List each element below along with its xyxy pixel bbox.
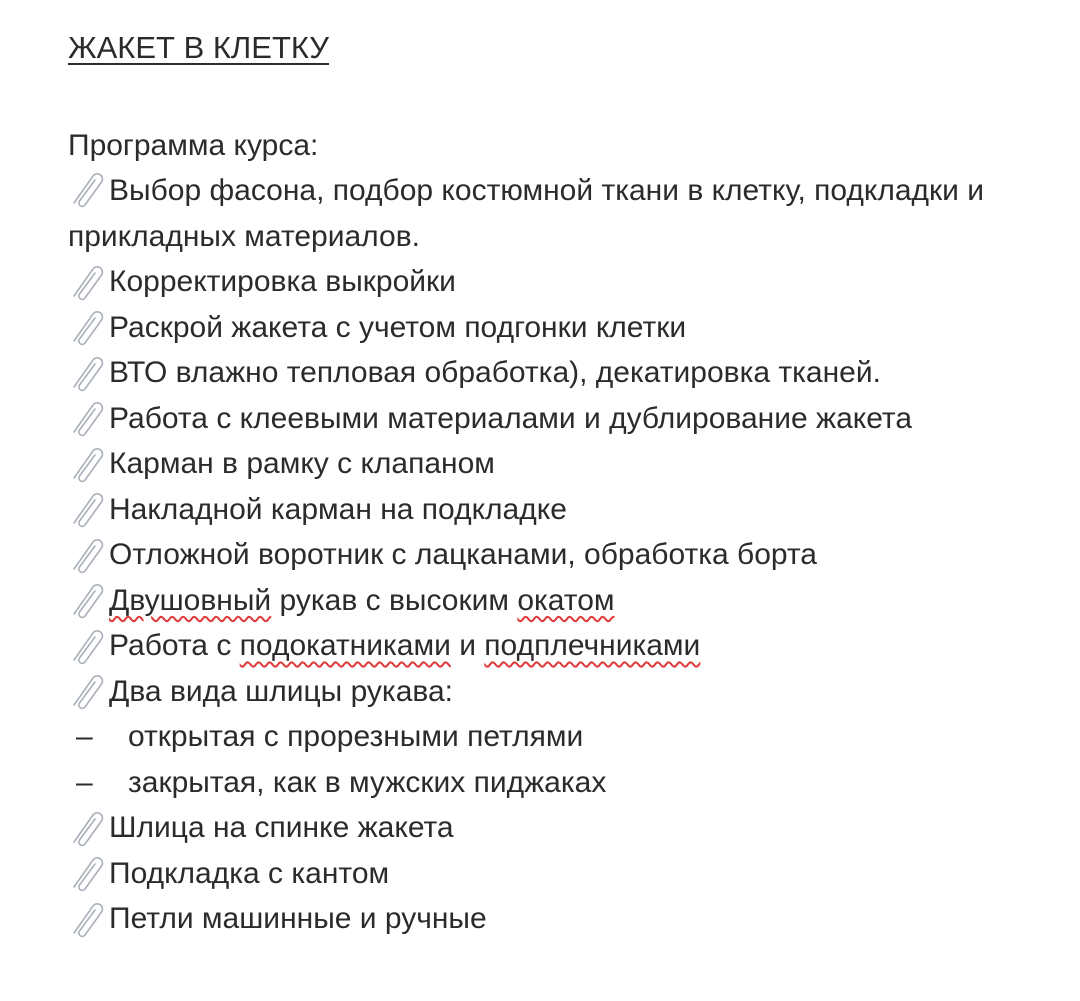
list-item: Отложной воротник с лацканами, обработка борта — [68, 532, 1073, 578]
list-item-text: Работа с подокатниками и подплечниками — [109, 629, 701, 662]
list-item: Накладной карман на подкладке — [68, 487, 1073, 533]
paperclip-icon — [68, 262, 108, 302]
list-item: Карман в рамку с клапаном — [68, 441, 1073, 487]
sub-list-item: – закрытая, как в мужских пиджаках — [68, 760, 1073, 806]
list-item: ВТО влажно тепловая обработка), декатировка тканей. — [68, 350, 1073, 396]
dash-marker: – — [76, 720, 93, 753]
document-title: ЖАКЕТ В КЛЕТКУ — [68, 30, 329, 65]
sub-list-item: – открытая с прорезными петлями — [68, 714, 1073, 760]
list-item: Два вида шлицы рукава: — [68, 669, 1073, 715]
course-program-list — [68, 168, 1073, 942]
spellcheck-word: окатом — [517, 583, 615, 617]
paperclip-icon — [68, 626, 108, 666]
paperclip-icon — [68, 398, 108, 438]
paperclip-icon — [68, 489, 108, 529]
paperclip-icon — [68, 535, 108, 575]
list-item: Подкладка с кантом — [68, 851, 1073, 897]
paperclip-icon — [68, 444, 108, 484]
list-item: Работа с клеевыми материалами и дублирование жакета — [68, 396, 1073, 442]
list-item: Корректировка выкройки — [68, 259, 1073, 305]
list-item: Петли машинные и ручные — [68, 896, 1073, 942]
paperclip-icon — [68, 853, 108, 893]
list-item — [68, 578, 1073, 624]
spellcheck-word: Двушовный — [109, 583, 272, 617]
paperclip-icon — [68, 899, 108, 939]
paperclip-icon — [68, 169, 108, 209]
spellcheck-word: подплечниками — [484, 629, 701, 662]
dash-marker: – — [76, 765, 93, 799]
list-item: Шлица на спинке жакета — [68, 805, 1073, 851]
paperclip-icon — [68, 671, 108, 711]
list-item — [68, 623, 1073, 669]
paperclip-icon — [68, 353, 108, 393]
list-item: Выбор фасона, подбор костюмной ткани в клетку, подкладки и прикладных материалов. — [68, 168, 1073, 259]
paperclip-icon — [68, 808, 108, 848]
course-program-label: Программа курса: — [68, 129, 319, 162]
list-item-text: Двушовный рукав с высоким окатом — [109, 583, 615, 617]
list-item: Раскрой жакета с учетом подгонки клетки — [68, 305, 1073, 351]
spellcheck-word: подокатниками — [239, 629, 451, 662]
paperclip-icon — [68, 580, 108, 620]
paperclip-icon — [68, 307, 108, 347]
